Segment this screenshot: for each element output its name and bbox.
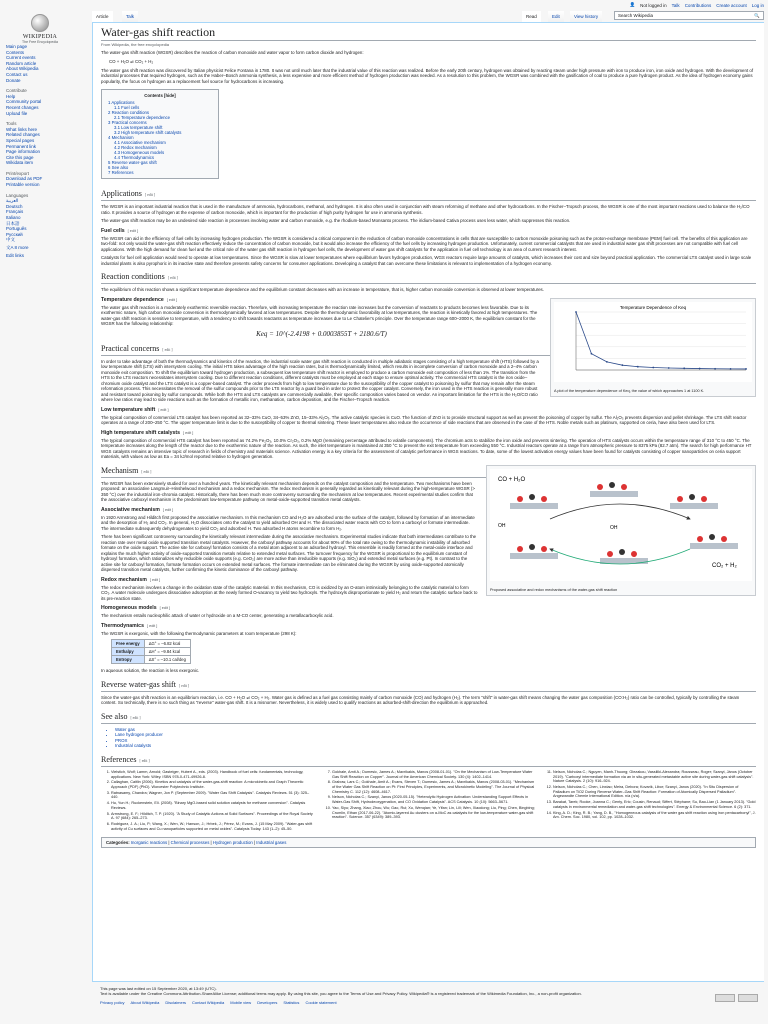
sidebar-item[interactable]: Help xyxy=(6,93,16,99)
catalyst-surface xyxy=(690,543,738,549)
reference-item: 2. Callaghan, Caitlin (2006). Kinetics and catalysis of the water-gas-shift reaction: A microkinetic and Graph Theoretic Approach (PDF) (PhD). Worcester Polytechnic Institute. xyxy=(111,780,314,789)
footer-link[interactable]: Statistics xyxy=(283,1000,300,1005)
sidebar-item[interactable]: Wikidata item xyxy=(6,160,34,166)
category-link[interactable]: Hydrogen production xyxy=(212,840,253,846)
edit-link[interactable]: [ edit ] xyxy=(139,758,150,763)
intro-paragraph-2: The water gas shift reaction was discovered by Italian physicist Felice Fontana in 1780. It was not until much later that the industrial value of this reaction was realized. Before the early 20th century, hydrogen was obtained by reacting steam under high pressure with iron to produce iron, iron oxide and hydrogen. With the development of industrial processes that required hydrogen, such as the Haber–Bosch ammonia synthesis, a less expensive and more efficient method of hydrogen production was needed. As a resolution to this problem, the WGSR was combined with the gasification of coal to produce a pure hydrogen product. As the idea of hydrogen economy gains popularity, the focus on hydrogen as a replacement fuel source for hydrocarbons is increasing. xyxy=(101,67,754,84)
practical-paragraph: In order to take advantage of both the thermodynamics and kinetics of the reaction, the industrial scale water gas shift reaction is conducted in multiple adiabatic stages consisting of a high temperature shift (HTS) followed by a low temperature shift (LTS) with intersystem cooling. The initial HTS takes advantage of the high reaction rates, but is thermodynamically limited, which results in incomplete conversion of carbon monoxide and a 2–4% carbon monoxide exit composition. To shift the equilibrium toward hydrogen production, a subsequent low temperature shift reactor is employed to produce a carbon monoxide exit composition of less than 1%. The transition from the HTS to the LTS reactors necessitates intersystem cooling. Due to different reaction conditions, different catalysts must be employed at each stage to ensure optimal activity. The commercial HTS catalyst is the iron oxide–chromium oxide catalyst and the LTS catalyst is a copper-based catalyst. The order proceeds from high to low temperature due to the susceptibility of the copper catalyst to poisoning by sulfur that may remain after the steam reformation process. This necessitates the removal of the sulfur compounds prior to the LTS reactor by a guard bed in order to protect the copper catalyst. Conversely, the iron used in the HTS reaction is generally more robust and resistant toward poisoning by sulfur compounds. While both the HTS and LTS catalysts are commercially available, their specific composition varies based on vendor. An important limitation for the HTS is the H₂O/CO ratio where low ratios may lead to side reactions such as the formation of metallic iron, methanation, carbon deposition, and the Fischer–Tropsch reaction. xyxy=(101,358,539,402)
list-item[interactable]: • Industrial catalysts xyxy=(115,743,756,749)
atom-icon xyxy=(721,536,727,542)
tab-edit[interactable]: Edit xyxy=(548,11,564,23)
sidebar-item[interactable]: Upload file xyxy=(6,110,28,116)
wikimedia-badge-icon[interactable] xyxy=(715,994,735,1002)
heading-temperature-dependence: Temperature dependence [ edit ] xyxy=(101,296,178,303)
toc-item[interactable]: 7 References xyxy=(108,170,134,175)
sidebar-item[interactable]: Deutsch xyxy=(6,203,23,209)
logo-wordmark: WIKIPEDIA xyxy=(22,34,58,40)
mediawiki-badge-icon[interactable] xyxy=(738,994,758,1002)
list-item[interactable]: • Water gas xyxy=(115,727,756,733)
page-title: Water-gas shift reaction xyxy=(101,25,756,41)
sidebar-item[interactable]: What links here xyxy=(6,126,38,132)
sidebar-item[interactable]: Community portal xyxy=(6,99,42,105)
references-column-2 xyxy=(322,770,535,832)
assoc-paragraph: In 1920 Armstrong and Hilditch first proposed the associative mechanism. In this mechanism CO and H₂O are adsorbed onto the surface of the catalyst, followed by formation of an intermediate and the desorption of H₂ and CO₂. In general, H₂O dissociates onto the catalyst to yield adsorbed OH and H. The dissociated water reacts with CO to form a carboxyl or formate intermediate. The intermediate subsequently dehydrogenates to yield CO₂ and adsorbed H. Two adsorbed H atoms recombine to form H₂. xyxy=(101,514,475,531)
footer-link[interactable]: Cookie statement xyxy=(305,1000,337,1005)
edit-link[interactable]: [ edit ] xyxy=(162,347,173,352)
reference-item: 11. Nelson, Nicholas C.; Nguyen, Manh-Thuong; Glezakou, Vassiliki-Alexandra; Rousseau, Roger; Szanyi, János (October 2019). "Carboxyl intermediate formation via an in situ-generated metastable active site during water-gas shift catalysis". Nature Catalysis. 2 (10): 916–924. xyxy=(553,770,756,784)
tempdep-paragraph: The water gas shift reaction is a moderately exothermic reversible reaction. Therefore, with increasing temperature the reaction rate increases but the conversion of reactants to products becomes less favorable. Due to its exothermic nature, high carbon monoxide conversion is thermodynamically favored at low temperatures. Despite the thermodynamic favorability at low temperatures, the reaction is kinetically favored at high temperatures. The water-gas shift reaction is sensitive to temperature, with a tendency to shift towards reactants as temperature increases due to Le Chatelier's principle. Over the temperature range 600–2000 K, the equilibrium constant for the WGSR has the following relationship: xyxy=(101,304,538,326)
sidebar-item[interactable]: Page information xyxy=(6,149,41,155)
mech-label-reactants: CO + H₂O xyxy=(498,476,526,483)
sidebar-section-title: Languages xyxy=(6,192,29,198)
fuelcells-paragraph: The WGSR can aid in the efficiency of fuel cells by increasing hydrogen production. The WGSR is considered a critical component in the reduction of carbon monoxide concentrations in cells that are susceptible to carbon monoxide poisoning such as the proton-exchange membrane (PEM) fuel cell. The benefits of this application are two-fold: not only would the water-gas shift reaction effectively reduce the concentration of carbon monoxide, but it would also increase the efficiency of the fuel cells by increasing hydrogen production. Unfortunately, current commercial catalysts that are used in industrial water gas shift processes are not compatible with fuel cell applications. With the high demand for clean fuel and the critical role of the water gas shift reaction in hydrogen fuel cells, the development of water gas shift catalysts for the application in fuel cell technology is an area of current research interest. xyxy=(101,235,748,252)
from-wikipedia: From Wikipedia, the free encyclopedia xyxy=(101,42,170,47)
heading-homogeneous-models: Homogeneous models [ edit ] xyxy=(101,605,170,611)
thermo-value: ΔG° = –6.82 kcal xyxy=(144,640,190,648)
thermo-paragraph: The WGSR is exergonic, with the following thermodynamic parameters at room temperature (298 K): xyxy=(101,630,297,636)
tab-article[interactable]: Article xyxy=(92,11,113,23)
reference-item: 4. Hu, Yun H.; Ruckenstein, Eli. (2008). "Binary MgO-based solid solution catalysts for methane conversion". Catalysis Reviews. xyxy=(111,801,314,810)
atom-icon xyxy=(529,494,535,500)
wikipedia-logo[interactable] xyxy=(8,14,72,44)
sidebar-item[interactable]: Donate xyxy=(6,77,21,83)
atom-icon xyxy=(541,546,547,552)
mechanism-diagram xyxy=(490,469,752,581)
references-list xyxy=(101,770,756,832)
reference-item: 5. Armstrong, E. F.; Hilditch, T. P. (1920). "A Study of Catalytic Actions at Solid Surfaces". Proceedings of the Royal Society A. 97 (684): 265–273. xyxy=(111,812,314,821)
rwgs-paragraph: Since the water-gas shift reaction is an equilibrium reaction, i.e. CO + H₂O ⇌ CO₂ + H₂. Water gas is defined as a fuel gas consisting mainly of carbon monoxide (CO) and hydrogen (H₂). The term "shift" in water-gas shift means changing the water gas composition (CO:H₂) ratio can be controlled, typically by controlling the steam content. So technically, there is no such thing as "reverse" water-gas shift. It is a misnomer. Nevertheless, it is widely used to qualify reactions as adsorbed-shift-direction the equilibrium is approached. xyxy=(101,694,740,705)
personal-tools xyxy=(630,2,764,8)
homog-paragraph: The mechanism entails nucleophilic attack of water or hydroxide on a M-CO center, generating a metallacarboxylic acid. xyxy=(101,613,334,618)
user-icon: 👤 xyxy=(629,2,636,7)
globe-icon xyxy=(31,14,49,32)
table-of-contents xyxy=(101,89,219,179)
footer-link[interactable]: Privacy policy xyxy=(100,1000,125,1005)
table-row xyxy=(112,640,191,648)
edit-link[interactable]: [ edit ] xyxy=(149,577,161,582)
toc-item[interactable]: 4.4 Thermodynamics xyxy=(114,155,155,160)
assoc-paragraph-2: There has been significant controversy surrounding the kinetically relevant intermediate during the associative mechanism. Experimental studies indicate that both intermediates contribute to the reaction rate over metal oxide supported transition metal catalysts. However, the carboxyl pathway accounts for about 90% of the total rate owing to the thermodynamic instability of adsorbed formate on the oxide support. The active site for carboxyl formation consists of a metal atom adjacent to an adsorbed hydroxyl. This ensemble is readily formed at the metal-oxide interface and explains the much higher activity of oxide-supported transition metals relative to extended metal surfaces. The turnover frequency for the WGSR is proportional to the equilibrium constant of hydroxyl formation, which rationalizes why reducible oxide supports (e.g. CeO₂) are more active than irreducible supports (e.g. SiO₂) and extended metal surfaces (e.g. Pt). In contrast to the active site for carboxyl formation, formate formation occurs on extended metal surfaces. The formate intermediate can be eliminated during the WGSR by using oxide-supported atomically dispersed transition metal catalysts, further confirming the kinetic dominance of the carboxyl pathway. xyxy=(101,534,477,572)
category-link[interactable]: Industrial gases xyxy=(256,840,287,846)
thermo-paragraph-2: In aqueous solution, the reaction is less exergonic. xyxy=(101,668,200,673)
toc-item[interactable]: 4.2 Redox mechanism xyxy=(114,145,157,150)
keq-point xyxy=(699,367,701,369)
keq-formula: Keq = 10^(-2.4198 + 0.0003855T + 2180.6/T) xyxy=(256,329,387,338)
reference-item: 8. Grabow, Lars C.; Gokhale, Amit A.; Evans, Steven T.; Dumesic, James A.; Mavrikakis, Manos (2008-03-01). "Mechanism of the Water Gas Shift Reaction on Pt: First Principles, Experiments, and Microkinetic Modeling". The Journal of Physical Chemistry C. 112 (12): 4608–4617. xyxy=(332,780,535,794)
sidebar-more[interactable]: 文A 8 more xyxy=(6,245,29,250)
mech-label-oh-2: OH xyxy=(610,524,618,531)
sidebar-item[interactable]: Special pages xyxy=(6,137,35,143)
keq-chart-figure xyxy=(550,298,756,398)
heading-thermodynamics: Thermodynamics [ edit ] xyxy=(101,622,158,629)
atom-icon xyxy=(517,496,523,502)
sidebar-item[interactable]: About Wikipedia xyxy=(6,66,39,72)
intro-paragraph: The water-gas shift reaction (WGSR) describes the reaction of carbon monoxide and water vapor to form carbon dioxide and hydrogen: xyxy=(101,50,364,55)
sidebar-item[interactable]: Cite this page xyxy=(6,154,34,160)
mechanism-paragraph: The WGSR has been extensively studied for over a hundred years. The kinetically relevant mechanism depends on the catalyst composition and the temperature. Two mechanisms have been proposed: an associative Langmuir–Hinshelwood mechanism and a redox mechanism. The redox mechanism is generally regarded as kinetically relevant during the high-temperature WGSR (> 350 °C) over the industrial iron-chromia catalyst. Historically, there has been much more controversy surrounding the mechanism at low temperatures. Recent experimental studies confirm that the associative carboxyl mechanism is the predominant low-temperature pathway on metal-oxide-supported transition metal catalysts. xyxy=(101,480,475,502)
keq-point xyxy=(730,367,732,369)
tab-talk[interactable]: Talk xyxy=(122,11,138,23)
applications-paragraph-2: The water-gas shift reaction may be an undesired side reaction in processes involving water and carbon monoxide, e.g. the rhodium-based Monsanto process. The iridium-based Cativa process uses less water, which suppresses this reaction. xyxy=(101,218,571,223)
not-logged-in: Not logged in xyxy=(640,2,667,8)
license-text: Text is available under the Creative Commons Attribution-ShareAlike License; additional terms may apply. By using this site, you agree to the Terms of Use and Privacy Policy. Wikipedia® is a registered trademark of the Wikimedia Foundation, Inc., a non-profit organization. xyxy=(100,991,582,996)
reference-item: 6. Rodriguez, J. A.; Liu, P.; Wang, X.; Wen, W.; Hanson, J.; Hrbek, J.; Pérez, M.; Evans, J. (15 May 2009). "Water-gas shift activity of Cu surfaces and Cu nanoparticles supported on metal oxides". Catalysis Today. 143 (1–2): 45–50. xyxy=(111,822,314,831)
lts-paragraph: The typical composition of commercial LTS catalyst has been reported as 32–33% CuO, 34–53% ZnO, 15–33% Al₂O₃. The active catalytic species is CuO. The function of ZnO is to provide structural support as well as prevent the poisoning of copper by sulfur. The Al₂O₃ prevents dispersion and pellet shrinkage. The LTS shift reactor operates at a range of 200–250 °C. The upper temperature limit is due to the susceptibility of copper to thermal sintering. These lower temperatures also reduce the occurrence of side reactions that are observed in the case of the HTS. Noble metals such as platinum, supported on ceria, have also been used for LTS. xyxy=(101,414,747,425)
footer-link[interactable]: Disclaimers xyxy=(165,1000,187,1005)
toc-title: Contents [hide] xyxy=(144,93,176,98)
toc-item[interactable]: 2 Reaction conditions xyxy=(108,110,150,115)
list-item[interactable]: • Lane hydrogen producer xyxy=(115,732,756,738)
atom-icon xyxy=(631,551,637,557)
category-link[interactable]: Inorganic reactions xyxy=(130,840,168,846)
toc-item[interactable]: 3.2 High temperature shift catalysts xyxy=(114,130,182,135)
edit-link[interactable]: [ edit ] xyxy=(178,683,190,688)
atom-icon xyxy=(709,534,715,540)
keq-point xyxy=(745,368,747,370)
edit-link[interactable]: [ edit ] xyxy=(183,430,194,435)
sidebar-item[interactable]: Italiano xyxy=(6,215,21,221)
catalyst-surface xyxy=(590,491,638,497)
footer-link[interactable]: About Wikipedia xyxy=(130,1000,160,1005)
fuelcells-paragraph-2: Catalysts for fuel cell application would need to operate at low temperatures. Since the WGSR is slow at lower temperatures where equilibrium favors hydrogen production, WGS reactors require large amounts of catalysts, which increases their cost and size beyond practical application. The commercial LTS catalyst used in large scale industrial plants is also pyrophoric in its inactive state and therefore presents safety concerns for consumer applications. Developing a catalyst that can overcome these limitations is relevant to implementation of a hydrogen economy. xyxy=(101,255,752,266)
see-also-list xyxy=(115,727,756,749)
table-row xyxy=(112,648,191,656)
sidebar-item[interactable]: Printable version xyxy=(6,182,40,188)
heading-redox-mechanism: Redox mechanism [ edit ] xyxy=(101,576,161,583)
reference-item: 3. Ratnasamy, Chandra; Wagner, Jon P. (September 2009). "Water Gas Shift Catalysis". Catalysis Reviews. 51 (3): 325–440. xyxy=(111,791,314,800)
atom-icon xyxy=(541,496,547,502)
heading-associative-mechanism: Associative mechanism [ edit ] xyxy=(101,506,174,513)
footer xyxy=(92,984,764,1007)
contributions-link[interactable]: Contributions xyxy=(684,2,712,8)
toc-item[interactable]: 1 Applications xyxy=(108,100,135,105)
sidebar-item[interactable]: العربية xyxy=(6,198,19,204)
reference-item: 14. King, A. D.; King, R. B.; Yang, D. B., "Homogeneous catalysis of the water gas shift reaction using iron pentacarbonyl", J. Am. Chem. Soc. 1980, vol. 102, pp. 1028–1032. xyxy=(553,811,756,820)
atom-icon xyxy=(701,496,707,502)
heading-high-temperature-shift: High temperature shift catalysts [ edit ] xyxy=(101,429,194,436)
last-edited: This page was last edited on 15 September 2020, at 13:49 (UTC). xyxy=(100,986,217,991)
thermo-key: Entropy xyxy=(112,656,145,664)
keq-point xyxy=(621,364,623,366)
sidebar-item[interactable]: Random article xyxy=(6,60,37,66)
thermo-value: ΔH° = –9.84 kcal xyxy=(144,648,190,656)
thermo-table xyxy=(111,639,191,664)
reference-item: 13. Barakat, Tarek; Rooke, Joanna C.; Genty, Eric; Cousin, Renaud; Siffert, Stéphane; Su, Bao-Lian (1 January 2013). "Gold catalysts in environmental remediation and water-gas shift technologies". Energy & Environmental Science. 6 (2): 371. xyxy=(553,800,756,809)
atom-icon xyxy=(619,549,625,555)
atom-icon xyxy=(689,494,695,500)
applications-paragraph: The WGSR is an important industrial reaction that is used in the manufacture of ammonia, hydrocarbons, methanol, and hydrogen. It is also often used in conjunction with steam reforming of methane and other hydrocarbons. In the Fischer–Tropsch process, the WGSR is one of the most important reactions used to balance the H₂/CO ratio. It provides a source of hydrogen at the expense of carbon monoxide, which is important for the production of high purity hydrogen for use in ammonia synthesis. xyxy=(101,204,750,215)
toc-item[interactable]: 2.1 Temperature dependence xyxy=(114,115,171,120)
article-content xyxy=(92,22,764,982)
sidebar-section-title: Print/export xyxy=(6,170,30,176)
sidebar-item[interactable]: Download as PDF xyxy=(6,176,43,182)
catalyst-surface xyxy=(510,553,558,559)
login-link[interactable]: Log in xyxy=(751,2,764,8)
chart-title: Temperature Dependence of Keq xyxy=(619,304,687,310)
hts-paragraph: The typical composition of commercial HTS catalyst has been reported as 74.2% Fe₂O₃, 10.0% Cr₂O₃, 0.2% MgO (remaining percentage attributed to volatile components). The chromium acts to stabilize the iron oxide and prevents sintering. The operation of HTS catalysts occurs within the temperature range of 310 °C to 450 °C. The temperature increases along the length of the reactor due to the exothermic nature of the reaction. As such, the inlet temperature is maintained at 350 °C to prevent the exit temperature from exceeding 550 °C. Industrial reactors operate at a range from atmospheric pressure to 8375 kPa (82.7 atm). The search for high performance HT WGS catalysts remains an intensive topic of research in fields of chemistry and materials science. Activation energy is a key criteria for the assessment of catalytic performance in WGS reactions. To date, some of the lowest activation energy values have been found for catalysts consisting of copper nanoparticles on ceria support materials, with values as low as Ea = 34 kJ/mol reported relative to hydrogen generation. xyxy=(101,437,752,459)
sidebar-item[interactable]: Contact us xyxy=(6,71,28,77)
sidebar-section-title: Contribute xyxy=(6,88,27,94)
mech-label-oh: OH xyxy=(498,522,506,529)
sidebar-item[interactable]: Русский xyxy=(6,231,23,237)
sidebar-item[interactable]: Main page xyxy=(6,44,28,49)
tab-history[interactable]: View history xyxy=(570,11,602,23)
category-link[interactable]: Chemical processes xyxy=(170,840,210,846)
sidebar-item[interactable]: Contents xyxy=(6,49,25,55)
atom-icon xyxy=(621,484,627,490)
mech-label-products: CO₂ + H₂ xyxy=(712,562,737,569)
footer-badges xyxy=(715,994,758,1002)
heading-applications: Applications [ edit ] xyxy=(101,189,756,201)
toc-item[interactable]: 1.1 Fuel cells xyxy=(114,105,140,110)
reference-item: 12. Nelson, Nicholas C.; Chen, Linxiao; Meira, Debora; Kovarik, Libor; Szanyi, Janos (2020). "In Situ Dispersion of Palladium on TiO2 During Reverse Water–Gas Shift Reaction: Formation of Atomically Dispersed Palladium". Angewandte Chemie International Edition. n/a (n/a). xyxy=(553,785,756,799)
keq-point xyxy=(714,367,716,369)
sidebar-item[interactable]: Français xyxy=(6,209,24,215)
reference-item: 7. Gokhale, Amit A.; Dumesic, James A.; Mavrikakis, Manos (2008-01-01). "On the Mechanism of Low-Temperature Water Gas Shift Reaction on Copper". Journal of the American Chemical Society. 130 (4): 1402–1414. xyxy=(332,770,535,779)
sidebar-item[interactable]: Permanent link xyxy=(6,143,37,149)
edit-link[interactable]: [ edit ] xyxy=(158,407,169,412)
edit-link[interactable]: [ edit ] xyxy=(127,228,138,233)
atom-icon xyxy=(609,482,615,488)
keq-point xyxy=(591,352,593,354)
sidebar-item[interactable]: Related changes xyxy=(6,132,40,138)
heading-low-temperature-shift: Low temperature shift [ edit ] xyxy=(101,406,169,413)
table-row xyxy=(112,656,191,664)
toc-item[interactable]: 4 Mechanism xyxy=(108,135,134,140)
heading-reaction-conditions: Reaction conditions [ edit ] xyxy=(101,272,756,284)
atom-icon xyxy=(607,551,613,557)
reference-item: 10. Yao, Siyu; Zhang, Xiao; Zhou, Wu; Gao, Rui; Xu, Wenqian; Ye, Yifan; Lin, Lili; Wen, Xiaodong; Liu, Ping; Chen, Bingbing; Crumlin, Ethan (2017-06-22). "Atomic-layered Au clusters on α-MoC as catalysts for the low-temperature water-gas shift reaction". Science. 357 (6349): 389–393. xyxy=(332,806,535,820)
keq-point xyxy=(606,360,608,362)
footer-links xyxy=(100,1000,756,1005)
atom-icon xyxy=(517,546,523,552)
heading-fuel-cells: Fuel cells [ edit ] xyxy=(101,227,138,234)
heading-references: References [ edit ] xyxy=(101,755,756,767)
heading-reverse-wgs: Reverse water-gas shift [ edit ] xyxy=(101,680,756,692)
atom-icon xyxy=(529,544,535,550)
search-placeholder: Search Wikipedia xyxy=(618,13,654,18)
edit-link[interactable]: [ edit ] xyxy=(159,606,170,610)
logo-tagline: The Free Encyclopedia xyxy=(22,40,58,44)
toc-item[interactable]: 6 See also xyxy=(108,165,129,170)
atom-icon xyxy=(597,484,603,490)
edit-link[interactable]: [ edit ] xyxy=(162,507,174,512)
keq-point xyxy=(668,367,670,369)
sidebar-item[interactable]: 中文 xyxy=(6,237,15,243)
thermo-value: ΔS° = –10.1 cal/deg xyxy=(144,656,190,664)
keq-point xyxy=(575,311,577,313)
catalyst-surface xyxy=(510,503,558,509)
toc-item[interactable]: 4.3 Homogeneous models xyxy=(114,150,165,155)
heading-mechanism: Mechanism [ edit ] xyxy=(101,466,756,478)
edit-link[interactable]: [ edit ] xyxy=(141,469,152,474)
categories-box: Categories: Inorganic reactions | Chemical processes | Hydrogen production | Industrial gases xyxy=(101,837,756,848)
categories-label: Categories: xyxy=(106,840,130,846)
search-icon[interactable]: 🔍 xyxy=(754,12,760,18)
toc-item[interactable]: 4.1 Associative mechanism xyxy=(114,140,166,145)
keq-point xyxy=(683,367,685,369)
keq-point xyxy=(652,366,654,368)
edit-link[interactable]: [ edit ] xyxy=(167,276,178,280)
references-column-3 xyxy=(543,770,756,832)
catalyst-surface xyxy=(670,503,718,509)
sidebar-section-title: Tools xyxy=(6,121,17,127)
sidebar xyxy=(6,44,78,258)
keq-point xyxy=(637,365,639,367)
sidebar-item[interactable]: Recent changes xyxy=(6,104,39,110)
footer-link[interactable]: Developers xyxy=(257,1000,278,1005)
reaction-equation: CO + H₂O ⇌ CO₂ + H₂ xyxy=(109,58,154,64)
heading-see-also: See also [ edit ] xyxy=(101,712,756,724)
keq-chart xyxy=(554,302,752,382)
sidebar-item[interactable]: 日本語 xyxy=(6,220,20,226)
reference-item: 9. Nelson, Nicholas C.; Szanyi, Janos (2020-05-15). "Heterolytic Hydrogen Activation: Understanding Support Effects in Water-Gas Shift, Hydrodeoxygenation, and CO Oxidation Catalysis". ACS Catalysis. 10 (10): 5663–5671. xyxy=(332,795,535,804)
sidebar-item[interactable]: Current events xyxy=(6,55,36,61)
tab-read[interactable]: Read xyxy=(522,11,541,23)
keq-chart-caption: A plot of the temperature dependence of Keq, the value of which approaches 1 at 1100 K. xyxy=(554,388,705,393)
thermo-key: Free energy xyxy=(112,640,145,648)
sidebar-item[interactable]: Português xyxy=(6,226,27,232)
talk-link[interactable]: Talk xyxy=(671,2,680,8)
references-column-1 xyxy=(101,770,314,832)
edit-link[interactable]: [ edit ] xyxy=(130,715,141,720)
edit-link[interactable]: [ edit ] xyxy=(166,297,178,302)
mechanism-figure xyxy=(486,465,756,597)
heading-practical-concerns: Practical concerns [ edit ] xyxy=(101,344,756,356)
list-item[interactable]: • PROX xyxy=(115,738,756,744)
redox-paragraph: The redox mechanism involves a change in the oxidation state of the catalytic material. In this mechanism, CO is oxidized by an O-atom intrinsically belonging to the catalytic material to form CO₂. A water molecule undergoes dissociative adsorption at the newly formed O-vacancy to yield two hydroxyls. The hydroxyls disproportionate to yield H₂ and return the catalytic surface back to its pre-reaction state. xyxy=(101,584,478,601)
edit-link[interactable]: [ edit ] xyxy=(146,623,158,628)
create-account-link[interactable]: Create account xyxy=(716,2,747,8)
atom-icon xyxy=(697,536,703,542)
toc-item[interactable]: 3.1 Low temperature shift xyxy=(114,125,163,130)
toc-item[interactable]: 3 Practical concerns xyxy=(108,120,147,125)
edit-link[interactable]: [ edit ] xyxy=(144,193,156,197)
toc-item[interactable]: 5 Reverse water-gas shift xyxy=(108,160,157,165)
footer-link[interactable]: Mobile view xyxy=(230,1000,252,1005)
reaction-paragraph: The equilibrium of this reaction shows a significant temperature dependence and the equilibrium constant decreases with an increase in temperature, that is, higher carbon monoxide conversion is observed at lower temperatures. xyxy=(101,287,544,292)
thermo-key: Enthalpy xyxy=(112,648,145,656)
footer-link[interactable]: Contact Wikipedia xyxy=(192,1000,225,1005)
reference-item: 1. Vielstich, Wolf; Lamm, Arnold; Gasteiger, Hubert A., eds. (2003). Handbook of fuel cells: fundamentals, technology, applications. New York: Wiley. ISBN 978-0-471-49926-8. xyxy=(111,770,314,779)
sidebar-editlinks[interactable]: Edit links xyxy=(6,252,25,258)
search-input[interactable] xyxy=(614,11,764,20)
atom-icon xyxy=(677,496,683,502)
mechanism-caption: Proposed associative and redox mechanisms of the water-gas shift reaction xyxy=(490,587,618,592)
